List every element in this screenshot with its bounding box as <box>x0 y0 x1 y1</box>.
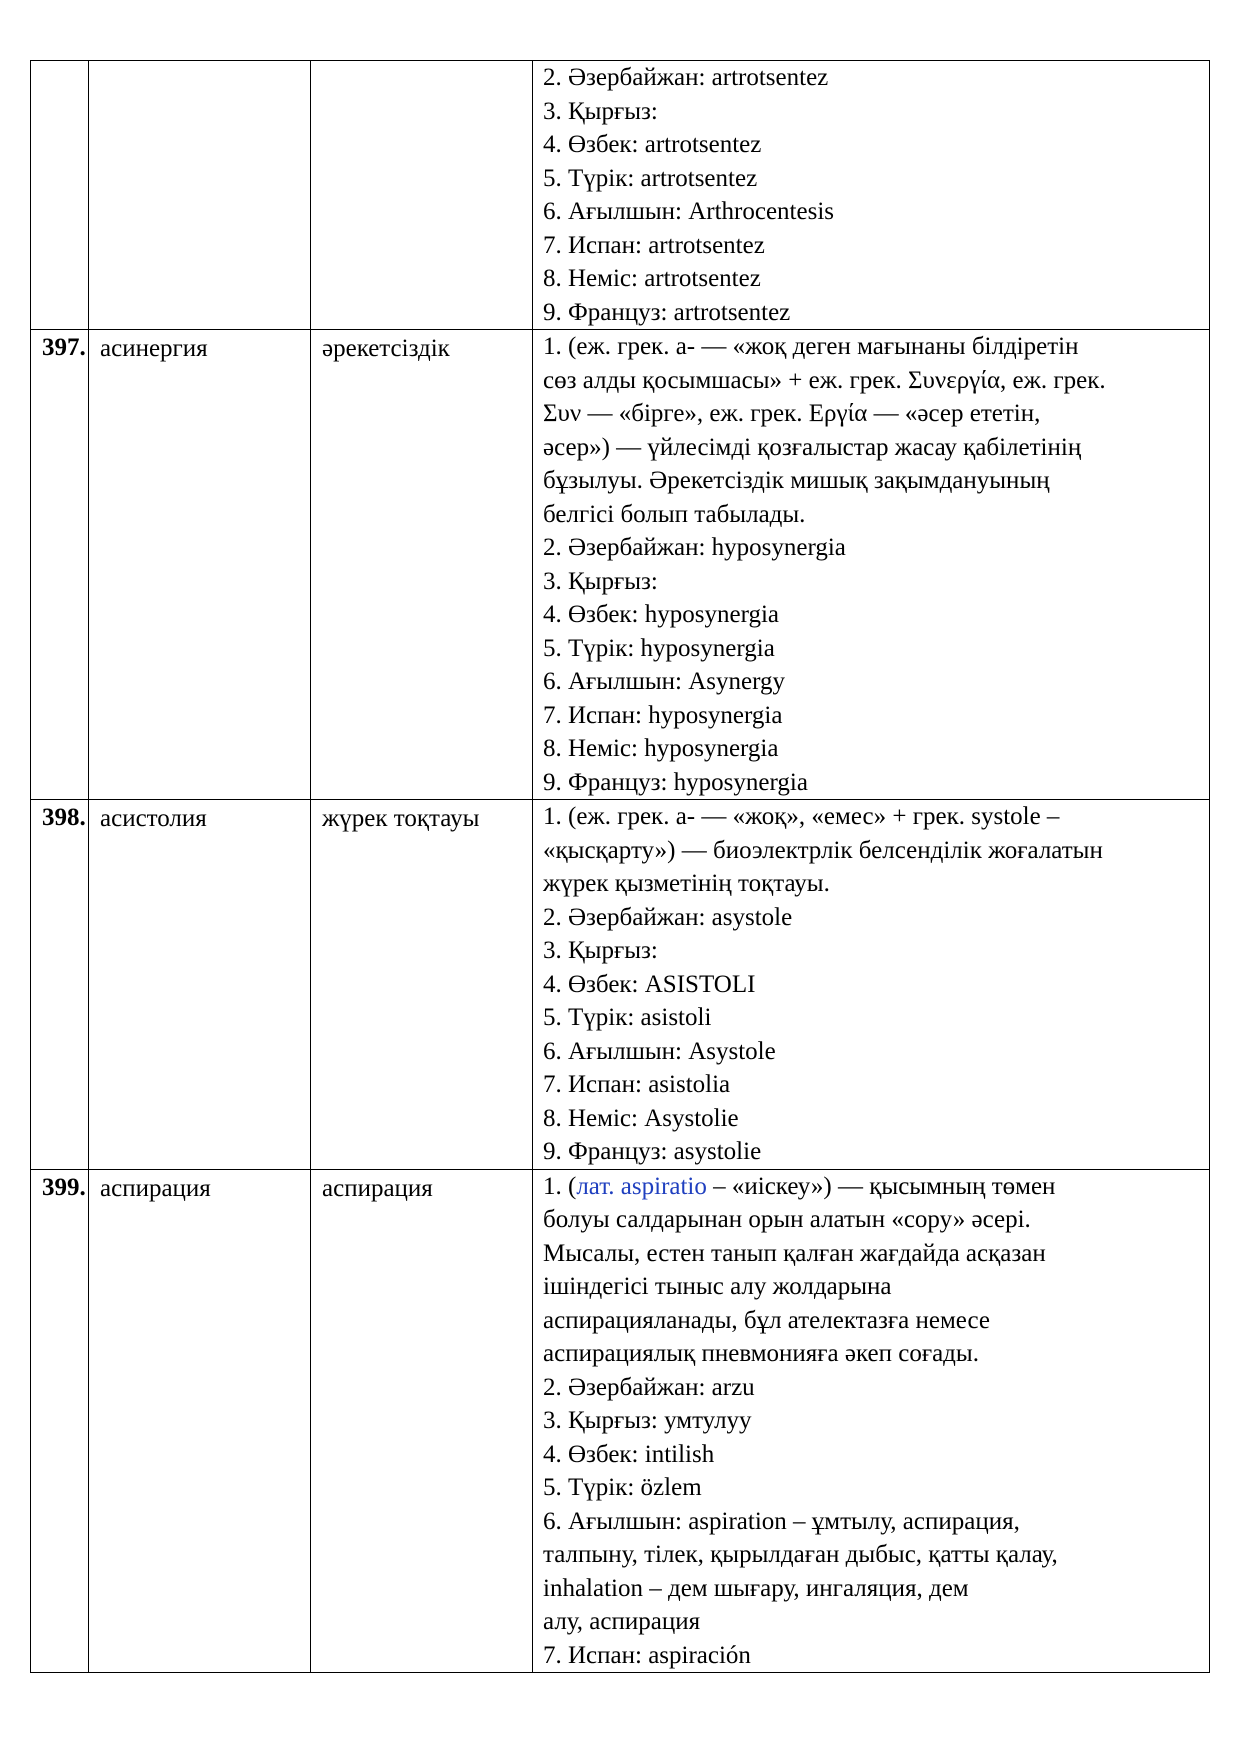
definition-line: талпыну, тілек, қырылдаған дыбыс, қатты қалау, <box>543 1541 1058 1568</box>
definition-line: 5. Түрік: özlem <box>543 1474 702 1501</box>
definition-line: алу, аспирация <box>543 1608 701 1635</box>
entry-row <box>31 800 1210 1170</box>
definition-line: 6. Ағылшын: Arthrocentesis <box>543 198 834 225</box>
definition-suffix: – «иіскеу») — қысымның төмен <box>706 1172 1056 1200</box>
entry-number: 399. <box>31 1169 89 1673</box>
definition-line: сөз алды қосымшасы» + еж. грек. Συνεργία, еж. грек. <box>543 366 1106 394</box>
entry-kazakh-term: әрекетсіздік <box>311 330 533 800</box>
definition-line: 8. Неміс: Asystolie <box>543 1104 739 1132</box>
dictionary-body <box>31 61 1210 1673</box>
entry-definition <box>533 330 1210 800</box>
definition-line: inhalation – дем шығару, ингаляция, дем <box>543 1574 969 1602</box>
definition-line: 2. Әзербайжан: artrotsentez <box>543 64 829 91</box>
definition-line: 3. Қырғыз: умтулуу <box>543 1407 752 1434</box>
definition-line: болуы салдарынан орын алатын «сору» әсері. <box>543 1206 1031 1233</box>
etymology-link[interactable]: лат. aspiratio <box>576 1172 707 1200</box>
definition-line: бұзылуы. Әрекетсіздік мишық зақымдануының <box>543 467 1050 494</box>
definition-line: Συν — «бірге», еж. грек. Εργία — «әсер ететін, <box>543 400 1041 427</box>
entry-term: асинергия <box>89 330 311 800</box>
entry-term <box>89 61 311 330</box>
definition-line <box>543 1170 1205 1204</box>
definition-line: 3. Қырғыз: <box>543 937 658 964</box>
definition-line: 1. (еж. грек. а- — «жоқ деген мағынаны білдіретін <box>543 333 1079 360</box>
definition-line: 4. Өзбек: intilish <box>543 1440 715 1468</box>
entry-term: аспирация <box>89 1169 311 1673</box>
definition-line: 1. (еж. грек. а- — «жоқ», «емес» + грек. systole – <box>543 803 1060 830</box>
definition-line: 4. Өзбек: hyposynergia <box>543 601 779 628</box>
definition-line: 6. Ағылшын: aspiration – ұмтылу, аспирация, <box>543 1507 1020 1535</box>
definition-line: Мысалы, естен танып қалған жағдайда асқазан <box>543 1239 1046 1267</box>
definition-line: 9. Француз: artrotsentez <box>543 298 791 326</box>
entry-kazakh-term: жүрек тоқтауы <box>311 800 533 1170</box>
definition-line: 3. Қырғыз: <box>543 567 658 595</box>
entry-definition <box>533 800 1210 1170</box>
definition-line: аспирациялық пневмонияға әкеп соғады. <box>543 1340 979 1367</box>
definition-line: 4. Өзбек: ASISTOLI <box>543 970 756 998</box>
definition-line: 2. Әзербайжан: arzu <box>543 1373 755 1401</box>
definition-line: 8. Неміс: artrotsentez <box>543 265 761 292</box>
definition-line: «қысқарту») — биоэлектрлік белсенділік жоғалатын <box>543 836 1103 864</box>
definition-line: 7. Испан: hyposynergia <box>543 701 783 729</box>
entry-row <box>31 330 1210 800</box>
definition-line: 9. Француз: asystolie <box>543 1138 762 1165</box>
definition-line: әсер») — үйлесімді қозғалыстар жасау қабілетінің <box>543 433 1082 461</box>
entry-term: асистолия <box>89 800 311 1170</box>
definition-line: 7. Испан: artrotsentez <box>543 231 765 259</box>
definition-line: 2. Әзербайжан: asystole <box>543 903 793 931</box>
definition-line: 3. Қырғыз: <box>543 97 658 125</box>
entry-definition <box>533 1169 1210 1673</box>
entry-kazakh-term <box>311 61 533 330</box>
definition-line: аспирацияланады, бұл ателектазға немесе <box>543 1306 990 1334</box>
definition-line: 7. Испан: asistolia <box>543 1071 731 1098</box>
entry-row <box>31 1169 1210 1673</box>
entry-number: 397. <box>31 330 89 800</box>
definition-line: 7. Испан: aspiración <box>543 1641 751 1669</box>
dictionary-table <box>30 60 1210 1673</box>
definition-line: ішіндегісі тыныс алу жолдарына <box>543 1273 892 1300</box>
definition-prefix: 1. ( <box>543 1172 577 1200</box>
entry-row <box>31 61 1210 330</box>
entry-number: 398. <box>31 800 89 1170</box>
definition-line: 4. Өзбек: artrotsentez <box>543 131 762 158</box>
definition-line: 5. Түрік: hyposynergia <box>543 634 775 662</box>
definition-line: 5. Түрік: artrotsentez <box>543 164 758 192</box>
definition-line: 5. Түрік: asistoli <box>543 1004 712 1031</box>
definition-line: 6. Ағылшын: Asynergy <box>543 668 785 695</box>
entry-kazakh-term: аспирация <box>311 1169 533 1673</box>
entry-definition <box>533 61 1210 330</box>
definition-line: белгісі болып табылады. <box>543 500 806 528</box>
definition-line: жүрек қызметінің тоқтауы. <box>543 870 830 897</box>
definition-line: 2. Әзербайжан: hyposynergia <box>543 534 846 561</box>
entry-number <box>31 61 89 330</box>
definition-line: 8. Неміс: hyposynergia <box>543 735 779 762</box>
definition-line: 6. Ағылшын: Asystole <box>543 1037 776 1065</box>
definition-line: 9. Француз: hyposynergia <box>543 768 808 796</box>
